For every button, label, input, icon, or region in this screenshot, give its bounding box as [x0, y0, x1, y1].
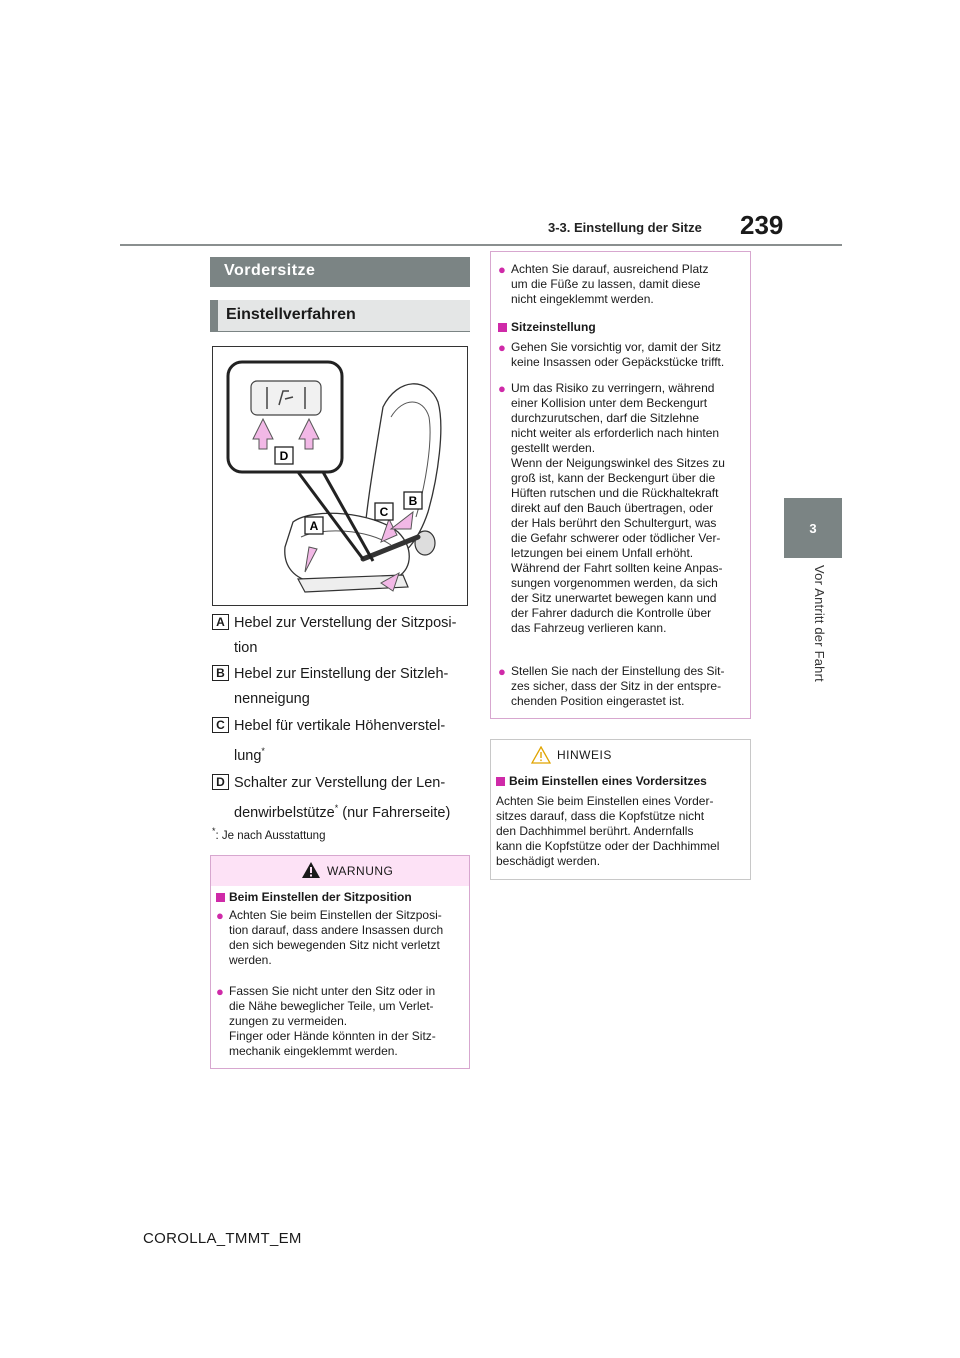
- legend-item-c: [212, 714, 482, 764]
- chapter-number: 3: [809, 520, 817, 536]
- legend-item-a: [212, 611, 482, 661]
- header-divider: [120, 244, 842, 246]
- legend-item-d: [212, 771, 482, 821]
- legend-key-c: C: [212, 717, 229, 733]
- svg-text:D: D: [279, 449, 289, 463]
- seat-illustration: [212, 346, 468, 606]
- chapter-label: Vor Antritt der Fahrt: [812, 565, 827, 682]
- legend-text-d: Schalter zur Verstellung der Len- denwirbelstütze* (nur Fahrerseite): [234, 775, 451, 821]
- section-title: 3-3. Einstellung der Sitze: [548, 220, 702, 235]
- warning-box: WARNUNG Beim Einstellen der Sitzposition ● Achten Sie beim Einstellen der Sitzposi- tion darauf, dass andere Insassen durch den sich bewegenden Sitz nicht verletzt werden. ● Fassen Sie nicht unter den Sitz oder in die Nähe beweglicher Teile, um Verlet- zungen zu vermeiden. Finger oder Hände könnten in der Sitz- mechanik eingeklemmt werden.: [210, 855, 470, 1069]
- warning-continued-box: ● Achten Sie darauf, ausreichend Platz um die Füße zu lassen, damit diese nicht eingeklemmt werden. Sitzeinstellung ● Gehen Sie vorsichtig vor, damit der Sitz keine Insassen oder Gepäckstücke trifft. ● Um das Risiko zu verringern, während einer Kollision unter dem Beckengurt durchzurutschen, darf die Sitzlehne nicht weiter als erforderlich nach hinten gestellt werden. Wenn der Neigungswinkel des Sitzes zu groß ist, kann der Beckengurt über die Hüften rutschen und die Rückhaltekraft direkt auf den Bauch übertragen, oder der Hals berührt den Schultergurt, was die Gefahr schwerer oder tödlicher Ver- letzungen bei einem Unfall erhöht. Während der Fahrt sollten keine Anpas- sungen vorgenommen werden, da sich der Sitz unerwartet bewegen kann und der Fahrer dadurch die Kontrolle über das Fahrzeug verlieren kann. ● Stellen Sie nach der Einstellung des Sit- zes sicher, dass der Sitz in der entspre- chenden Position eingerastet ist.: [490, 251, 751, 719]
- callout-c: [375, 503, 393, 520]
- callout-a: [305, 517, 323, 534]
- svg-text:C: C: [379, 505, 389, 519]
- svg-text:A: A: [309, 519, 319, 533]
- seat-drawing: [213, 347, 467, 605]
- footnote: *: Je nach Ausstattung: [212, 826, 326, 842]
- note-box: HINWEIS Beim Einstellen eines Vordersitzes Achten Sie beim Einstellen eines Vorder- sitzes darauf, dass die Kopfstütze nicht den Dachhimmel berührt. Andernfalls kann die Kopfstütze oder der Dachhimmel beschädigt werden.: [490, 739, 751, 880]
- caution-triangle-icon: [531, 746, 551, 764]
- chapter-tab: [784, 498, 842, 558]
- note-title: HINWEIS: [557, 748, 612, 762]
- warning-triangle-icon: [301, 861, 321, 879]
- legend-key-d: D: [212, 774, 229, 790]
- legend-text-b: Hebel zur Einstellung der Sitzleh- nenneigung: [234, 666, 449, 707]
- callout-b: [404, 492, 422, 509]
- heading-vordersitze: Vordersitze: [210, 257, 470, 287]
- legend-key-a: A: [212, 614, 229, 630]
- page-number: 239: [740, 210, 784, 240]
- legend-key-b: B: [212, 665, 229, 681]
- warning-header: [211, 856, 469, 886]
- heading-einstellverfahren: Einstellverfahren: [210, 300, 470, 332]
- legend-item-b: [212, 662, 482, 712]
- note-text: Achten Sie beim Einstellen eines Vorder- sitzes darauf, dass die Kopfstütze nicht den Dachhimmel berührt. Andernfalls kann die Kopfstütze oder der Dachhimmel beschädigt werden.: [496, 794, 720, 868]
- svg-text:B: B: [408, 494, 418, 508]
- legend-text-c: Hebel für vertikale Höhenverstel- lung*: [234, 718, 446, 764]
- warning-title: WARNUNG: [327, 864, 394, 878]
- callout-d: [275, 447, 293, 464]
- footer-model: COROLLA_TMMT_EM: [143, 1230, 302, 1247]
- legend-text-a: Hebel zur Verstellung der Sitzposi- tion: [234, 615, 457, 656]
